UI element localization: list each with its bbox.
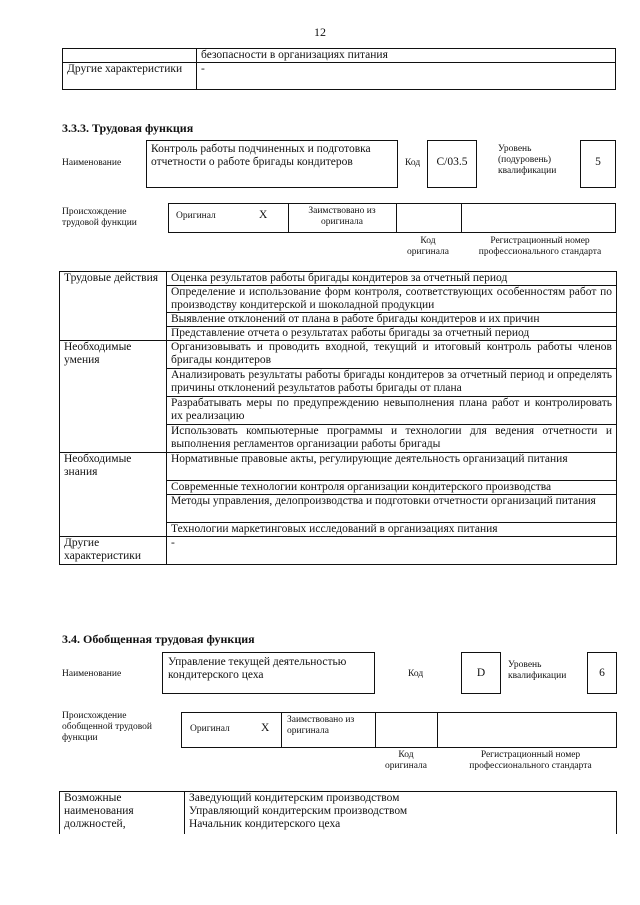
s333-borrowed-label: Заимствовано из оригинала [308,206,376,227]
s34-original-label: Оригинал [190,724,230,734]
s333-code-value: С/03.5 [427,140,477,188]
s34-origin-box [181,712,617,748]
other-characteristics-value: - [167,537,617,565]
s333-origin-label: Происхождение трудовой функции [62,207,137,228]
top-table-other-value: - [197,63,616,90]
table-row: Разрабатывать меры по предупреждению невыполнения плана работ и контролировать их реализацию [167,397,617,425]
s333-name-label: Наименование [62,158,122,168]
s34-origin-divider-3 [437,712,438,748]
positions-table [59,791,617,834]
s333-code-original-label: Код оригинала [407,236,449,257]
s34-name-label: Наименование [62,669,122,679]
s34-original-mark: Х [261,722,270,734]
s34-origin-label: Происхождение обобщенной трудовой функции [62,711,152,743]
s333-origin-divider-3 [461,203,462,233]
table-row: Определение и использование форм контроля, соответствующих особенностям работ по производству кондитерской и шоколадной продукции [167,286,617,313]
top-table-row1-text: безопасности в организациях питания [197,49,616,63]
s333-reg-number-label: Регистрационный номер профессионального стандарта [478,236,602,257]
table-row: Методы управления, делопроизводства и подготовки отчетности организаций питания [167,495,617,523]
s333-level-label: Уровень (подуровень) квалификации [498,144,557,176]
s333-original-label: Оригинал [176,211,216,221]
top-table [62,48,616,90]
list-item: Начальник кондитерского цеха [189,818,341,830]
list-item: Заведующий кондитерским производством [189,792,400,804]
table-row: Нормативные правовые акты, регулирующие деятельность организаций питания [167,453,617,481]
s333-name-value: Контроль работы подчиненных и подготовка отчетности о работе бригады кондитеров [146,140,398,188]
table-row: Оценка результатов работы бригады кондитеров за отчетный период [167,272,617,286]
s34-origin-divider-1 [281,712,282,748]
section-333-heading: 3.3.3. Трудовая функция [62,121,194,135]
positions-list [185,792,617,835]
functions-table [59,271,617,565]
s333-origin-box [168,203,616,233]
s34-name-value: Управление текущей деятельностью кондитерского цеха [162,652,375,694]
s34-borrowed-label: Заимствовано из оригинала [287,715,355,736]
page-number: 12 [314,25,326,39]
table-row: Технологии маркетинговых исследований в организациях питания [167,523,617,537]
s34-level-label: Уровень квалификации [508,660,567,681]
list-item: Управляющий кондитерским производством [189,805,408,817]
s34-level-value: 6 [587,652,617,694]
s333-level-value: 5 [580,140,616,188]
s34-code-value: D [461,652,501,694]
top-table-empty-cell [63,49,197,63]
other-characteristics-label: Другие характеристики [60,537,167,565]
group-label-knowledge: Необходимые знания [60,453,167,537]
s333-origin-divider-2 [396,203,397,233]
group-label-actions: Трудовые действия [60,272,167,341]
s333-code-label: Код [405,158,421,168]
s333-origin-divider-1 [288,203,289,233]
table-row: Анализировать результаты работы бригады кондитеров за отчетный период и определять причины отклонений результатов работы бригады от плана [167,369,617,397]
table-row: Современные технологии контроля организации кондитерского производства [167,481,617,495]
table-row: Организовывать и проводить входной, текущий и итоговый контроль работы членов бригады кондитеров [167,341,617,369]
top-table-other-label: Другие характеристики [63,63,197,90]
table-row: Выявление отклонений от плана в работе бригады кондитеров и их причин [167,313,617,327]
table-row: Использовать компьютерные программы и технологии для ведения отчетности и выполнения регламентов организации работы бригады [167,425,617,453]
s34-code-label: Код [408,669,424,679]
positions-label: Возможные наименования должностей, [60,792,185,835]
s34-origin-divider-2 [375,712,376,748]
s34-code-original-label: Код оригинала [385,750,427,771]
section-34-heading: 3.4. Обобщенная трудовая функция [62,632,255,646]
s333-original-mark: Х [259,209,268,221]
group-label-skills: Необходимые умения [60,341,167,453]
s34-reg-number-label: Регистрационный номер профессионального стандарта [469,750,592,771]
table-row: Представление отчета о результатах работы бригады за отчетный период [167,327,617,341]
